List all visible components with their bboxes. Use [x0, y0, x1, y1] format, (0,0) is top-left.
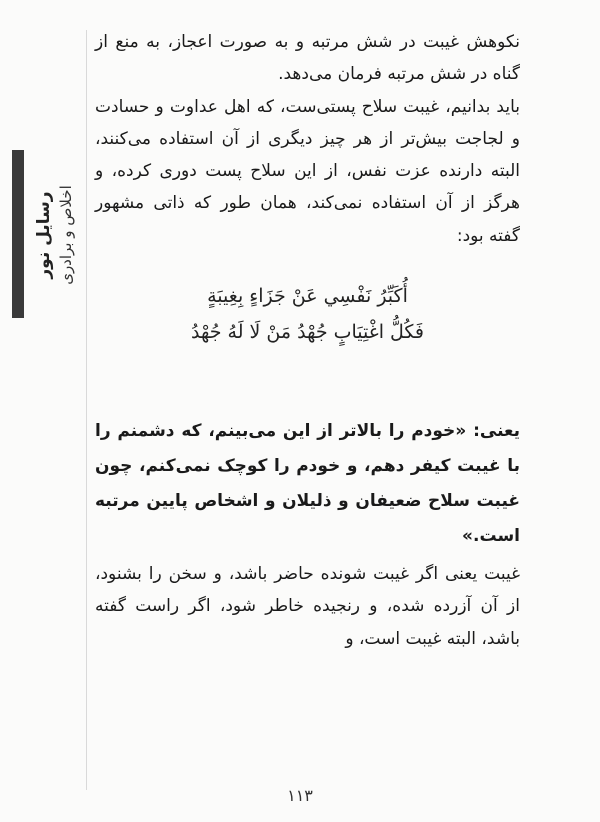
page-number: ۱۱۳	[287, 786, 313, 805]
chapter-title: اخلاص و برادری	[57, 185, 75, 285]
side-running-header	[33, 150, 85, 320]
page-body	[95, 26, 520, 655]
verse-line: أُكَبِّرُ نَفْسِي عَنْ جَزَاءٍ بِغِيبَةٍ	[207, 285, 408, 308]
paragraph: نکوهش غیبت در شش مرتبه و به صورت اعجاز، به منع از گناه در شش مرتبه فرمان می‌دهد.	[95, 32, 520, 85]
verse-line: فَكُلُّ اغْتِيَابٍ جُهْدُ مَنْ لَا لَهُ جُهْدُ	[191, 321, 424, 344]
side-tab-bar	[12, 150, 24, 318]
translation-paragraph: یعنی: «خودم را بالاتر از این می‌بینم، که دشمنم را با غیبت کیفر دهم، و خودم را کوچک نمی‌کنم، چون غیبت سلاح ضعیفان و ذلیلان و اشخاص پایین مرتبه است.»	[95, 421, 520, 547]
paragraph: باید بدانیم، غیبت سلاح پستی‌ست، که اهل عداوت و حسادت و لجاجت بیش‌تر از هر چیز دیگری از آن استفاده می‌کنند، البته دارنده عزت نفس، از این سلاح پست دوری کرده، و هرگز از آن استفاده نمی‌کند، همان طور که ذاتی مشهور گفته بود:	[95, 96, 520, 246]
margin-rule	[86, 30, 87, 790]
poem-verse	[95, 278, 520, 350]
book-title: رسایل نور	[34, 191, 54, 279]
paragraph: غیبت یعنی اگر غیبت شونده حاضر باشد، و سخن را بشنود، از آن آزرده شده، و رنجیده خاطر شود، اگر راست گفته باشد، البته غیبت است، و	[95, 564, 520, 649]
